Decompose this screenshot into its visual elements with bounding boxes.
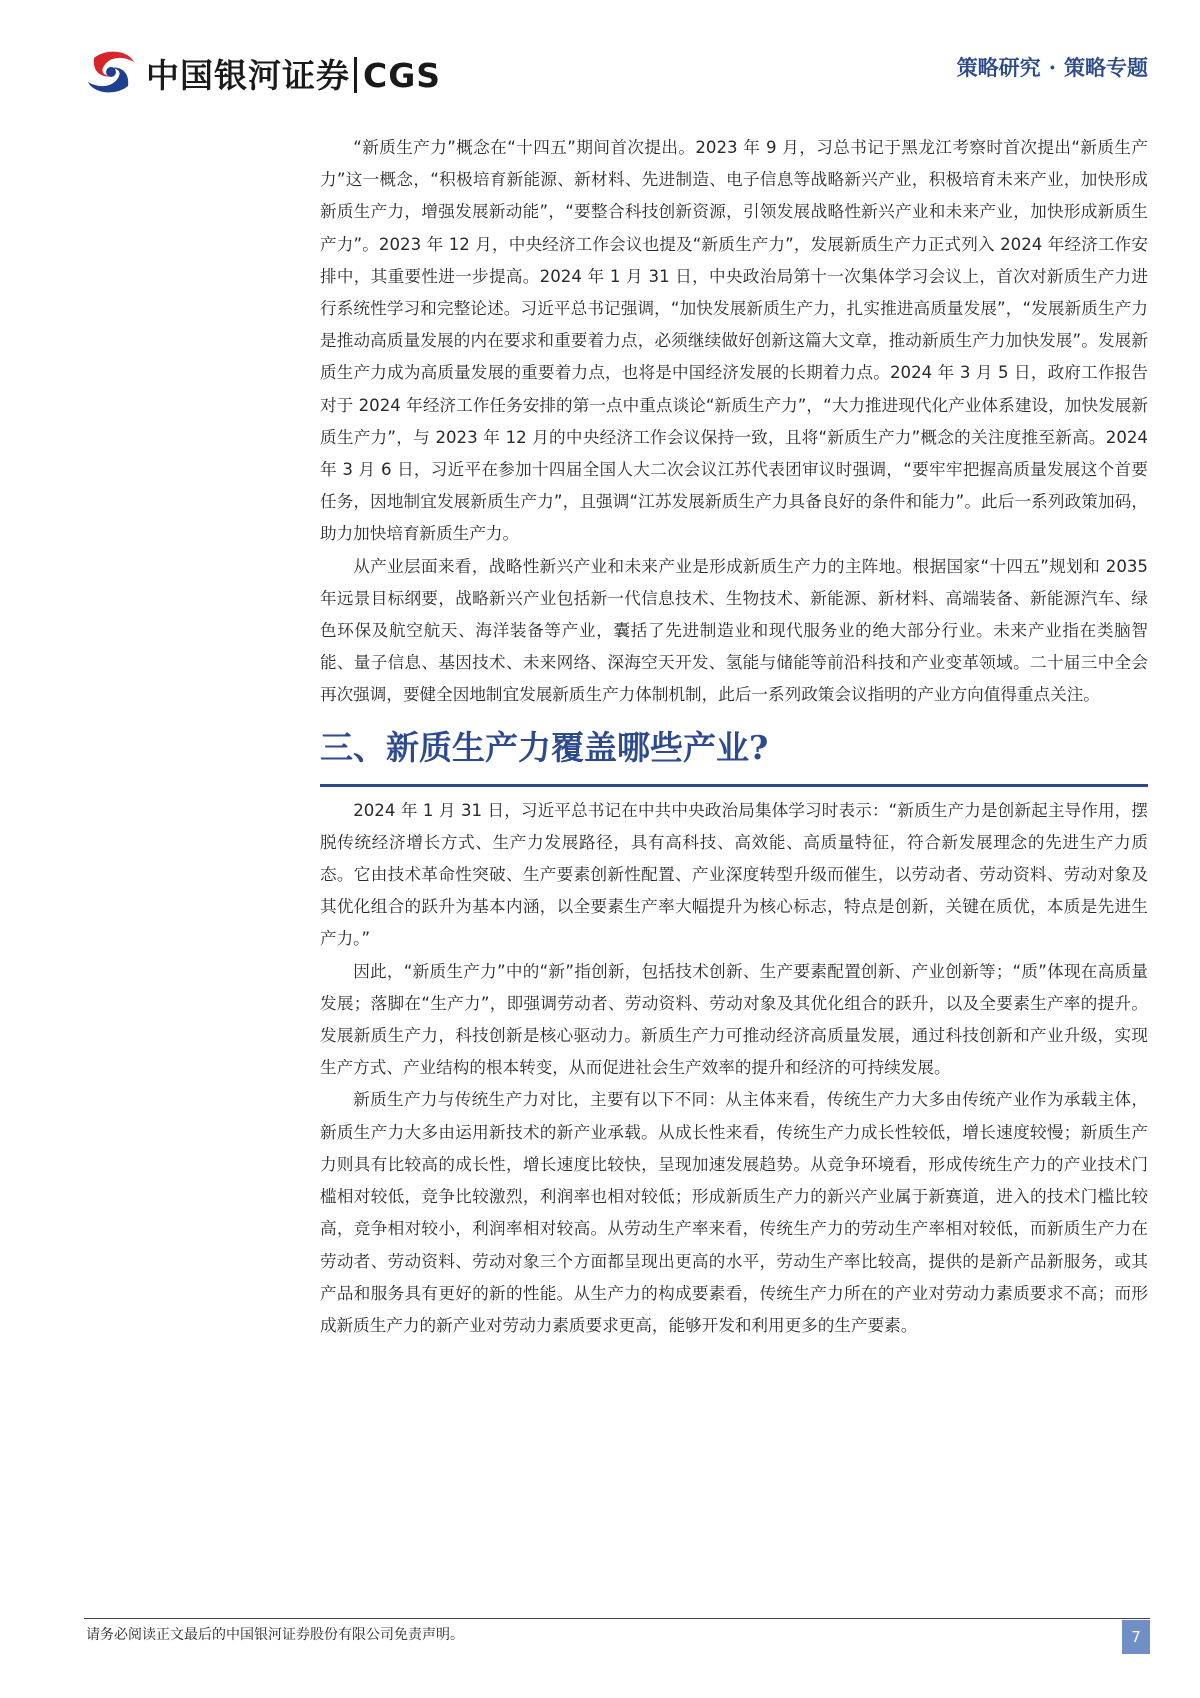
- body-paragraph-1: “新质生产力”概念在“十四五”期间首次提出。2023 年 9 月，习总书记于黑龙江考察时首次提出“新质生产力”这一概念，“积极培育新能源、新材料、先进制造、电子信息等战略新兴产业，积极培育未来产业，加快形成新质生产力，增强发展新动能”，“要整合科技创新资源，引领发展战略性新兴产业和未来产业，加快形成新质生产力”。2023 年 12 月，中央经济工作会议也提及“新质生产力”，发展新质生产力正式列入 2024 年经济工作安排中，其重要性进一步提高。2024 年 1 月 31 日，中央政治局第十一次集体学习会议上，首次对新质生产力进行系统性学习和完整论述。习近平总书记强调，“加快发展新质生产力，扎实推进高质量发展”，“发展新质生产力是推动高质量发展的内在要求和重要着力点，必须继续做好创新这篇大文章，推动新质生产力加快发展”。发展新质生产力成为高质量发展的重要着力点，也将是中国经济发展的长期着力点。2024 年 3 月 5 日，政府工作报告对于 2024 年经济工作任务安排的第一点中重点谈论“新质生产力”，“大力推进现代化产业体系建设，加快发展新质生产力”，与 2023 年 12 月的中央经济工作会议保持一致，且将“新质生产力”概念的关注度推至新高。2024 年 3 月 6 日，习近平在参加十四届全国人大二次会议江苏代表团审议时强调，“要牢牢把握高质量发展这个首要任务，因地制宜发展新质生产力”，且强调“江苏发展新质生产力具备良好的条件和能力”。此后一系列政策加码，助力加快培育新质生产力。: [320, 138, 1148, 544]
- footer-divider: [84, 1618, 1150, 1619]
- page-header: [0, 0, 1200, 110]
- section-heading: 三、新质生产力覆盖哪些产业?: [320, 722, 1148, 787]
- body-paragraph-3: 2024 年 1 月 31 日，习近平总书记在中共中央政治局集体学习时表示：“新质生产力是创新起主导作用，摆脱传统经济增长方式、生产力发展路径，具有高科技、高效能、高质量特征，符合新发展理念的先进生产力质态。它由技术革命性突破、生产要素创新性配置、产业深度转型升级而催生，以劳动者、劳动资料、劳动对象及其优化组合的跃升为基本内涵，以全要素生产率大幅提升为核心标志，特点是创新，关键在质优，本质是先进生产力。”: [320, 800, 1148, 949]
- body-paragraph-5: 新质生产力与传统生产力对比，主要有以下不同：从主体来看，传统生产力大多由传统产业作为承载主体，新质生产力大多由运用新技术的新产业承载。从成长性来看，传统生产力成长性较低，增长速度较慢；新质生产力则具有比较高的成长性，增长速度比较快，呈现加速发展趋势。从竞争环境看，形成传统生产力的产业技术门槛相对较低，竞争比较激烈，利润率也相对较低；形成新质生产力的新兴产业属于新赛道，进入的技术门槛比较高，竞争相对较小，利润率相对较高。从劳动生产率来看，传统生产力的劳动生产率相对较低，而新质生产力在劳动者、劳动资料、劳动对象三个方面都呈现出更高的水平，劳动生产率比较高，提供的是新产品新服务，或其产品和服务具有更好的新的性能。从生产力的构成要素看，传统生产力所在的产业对劳动力素质要求不高；而形成新质生产力的新产业对劳动力素质要求更高，能够开发和利用更多的生产要素。: [320, 1090, 1148, 1335]
- brand-name: 中国银河证券: [146, 56, 350, 95]
- category-separator: ·: [1048, 55, 1056, 80]
- subcategory-label: 策略专题: [1064, 55, 1148, 80]
- brand-name-en: CGS: [363, 56, 442, 95]
- brand-divider: [354, 57, 357, 93]
- cgs-logo-icon: [84, 48, 138, 96]
- main-content: [320, 132, 1148, 1342]
- page-number-badge: 7: [1122, 1620, 1150, 1654]
- brand-logo-text: [146, 50, 441, 97]
- report-category: [957, 52, 1148, 82]
- category-label: 策略研究: [956, 55, 1041, 80]
- body-paragraph-4: 因此，“新质生产力”中的“新”指创新，包括技术创新、生产要素配置创新、产业创新等；“质”体现在高质量发展；落脚在“生产力”，即强调劳动者、劳动资料、劳动对象及其优化组合的跃升，以及全要素生产率的提升。发展新质生产力，科技创新是核心驱动力。新质生产力可推动经济高质量发展，通过科技创新和产业升级，实现生产方式、产业结构的根本转变，从而促进社会生产效率的提升和经济的可持续发展。: [320, 961, 1148, 1078]
- footer-disclaimer: 请务必阅读正文最后的中国银河证券股份有限公司免责声明。: [86, 1627, 464, 1643]
- body-paragraph-2: 从产业层面来看，战略性新兴产业和未来产业是形成新质生产力的主阵地。根据国家“十四五”规划和 2035 年远景目标纲要，战略新兴产业包括新一代信息技术、生物技术、新能源、新材料、高端装备、新能源汽车、绿色环保及航空航天、海洋装备等产业，囊括了先进制造业和现代服务业的绝大部分行业。未来产业指在类脑智能、量子信息、基因技术、未来网络、深海空天开发、氢能与储能等前沿科技和产业变革领域。二十届三中全会再次强调，要健全因地制宜发展新质生产力体制机制，此后一系列政策会议指明的产业方向值得重点关注。: [320, 556, 1148, 705]
